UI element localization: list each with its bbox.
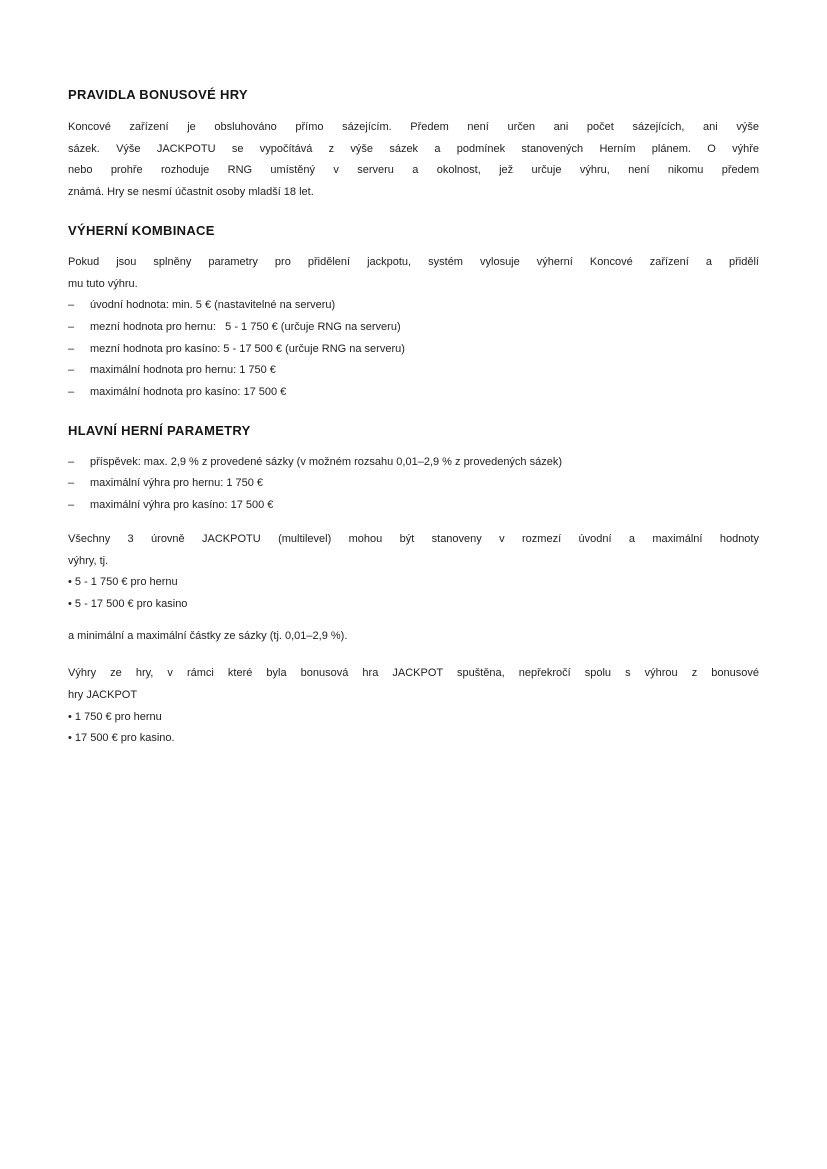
dash-bullet-icon: – xyxy=(68,364,75,377)
dash-bullet-icon: – xyxy=(68,499,75,512)
list-item xyxy=(68,360,759,382)
dash-bullet-icon: – xyxy=(68,299,75,312)
paragraph-line: známá. Hry se nesmí účastnit osoby mladší 18 let. xyxy=(68,186,314,199)
winning-combination-list xyxy=(68,295,759,404)
paragraph-line: Výhry ze hry, v rámci které byla bonusová hra JACKPOT spuštěna, nepřekročí spolu s výhrou z bonusové xyxy=(68,667,759,680)
list-item-text: maximální hodnota pro hernu: 1 750 € xyxy=(90,364,276,377)
paragraph-line: a minimální a maximální částky ze sázky (tj. 0,01–2,9 %). xyxy=(68,629,348,642)
paragraph-intro-jackpot xyxy=(68,252,759,295)
list-item-text: úvodní hodnota: min. 5 € (nastavitelné na serveru) xyxy=(90,299,336,312)
bullet-line: • 1 750 € pro hernu xyxy=(68,710,162,723)
paragraph-line: Pokud jsou splněny parametry pro přidělení jackpotu, systém vylosuje výherní Koncové zařízení a přidělí xyxy=(68,255,759,268)
paragraph-line: Všechny 3 úrovně JACKPOTU (multilevel) mohou být stanoveny v rozmezí úvodní a maximální hodnoty xyxy=(68,532,759,545)
paragraph-jackpot-levels xyxy=(68,529,759,616)
paragraph-line: mu tuto výhru. xyxy=(68,277,138,290)
list-item-text: maximální výhra pro kasíno: 17 500 € xyxy=(90,499,274,512)
list-item-text: mezní hodnota pro hernu: 5 - 1 750 € (určuje RNG na serveru) xyxy=(90,320,401,333)
dash-bullet-icon: – xyxy=(68,320,75,333)
paragraph-win-limits xyxy=(68,663,759,750)
paragraph-line: nebo prohře rozhoduje RNG umístěný v serveru a okolnost, jež určuje výhru, není nikomu předem xyxy=(68,164,759,177)
list-item-text: maximální hodnota pro kasíno: 17 500 € xyxy=(90,386,287,399)
dash-bullet-icon: – xyxy=(68,477,75,490)
paragraph-stake-range xyxy=(68,626,759,648)
list-item xyxy=(68,473,759,495)
section-heading-vyherni-kombinace: VÝHERNÍ KOMBINACE xyxy=(68,222,215,238)
list-item-text: příspěvek: max. 2,9 % z provedené sázky (v možném rozsahu 0,01–2,9 % z provedených sázek) xyxy=(90,455,563,468)
list-item xyxy=(68,452,759,474)
main-game-parameters-list xyxy=(68,452,759,517)
list-item xyxy=(68,339,759,361)
list-item xyxy=(68,382,759,404)
list-item xyxy=(68,317,759,339)
dash-bullet-icon: – xyxy=(68,342,75,355)
list-item-text: mezní hodnota pro kasíno: 5 - 17 500 € (určuje RNG na serveru) xyxy=(90,342,405,355)
dash-bullet-icon: – xyxy=(68,455,75,468)
list-item xyxy=(68,295,759,317)
bullet-line: • 5 - 1 750 € pro hernu xyxy=(68,576,178,589)
paragraph-line: Koncové zařízení je obsluhováno přímo sázejícím. Předem není určen ani počet sázejících, ani výše xyxy=(68,121,759,133)
paragraph-line: sázek. Výše JACKPOTU se vypočítává z výše sázek a podmínek stanovených Herním plánem. O výhře xyxy=(68,142,759,155)
paragraph-line: výhry, tj. xyxy=(68,554,109,567)
bullet-line: • 5 - 17 500 € pro kasino xyxy=(68,597,188,610)
bullet-line: • 17 500 € pro kasino. xyxy=(68,732,175,745)
paragraph-line: hry JACKPOT xyxy=(68,689,138,702)
section-heading-hlavni-herni-parametry: HLAVNÍ HERNÍ PARAMETRY xyxy=(68,422,251,438)
dash-bullet-icon: – xyxy=(68,386,75,399)
list-item-text: maximální výhra pro hernu: 1 750 € xyxy=(90,477,264,490)
paragraph-rules xyxy=(68,117,759,204)
section-heading-pravidla-bonusove-hry: PRAVIDLA BONUSOVÉ HRY xyxy=(68,87,248,102)
list-item xyxy=(68,495,759,517)
